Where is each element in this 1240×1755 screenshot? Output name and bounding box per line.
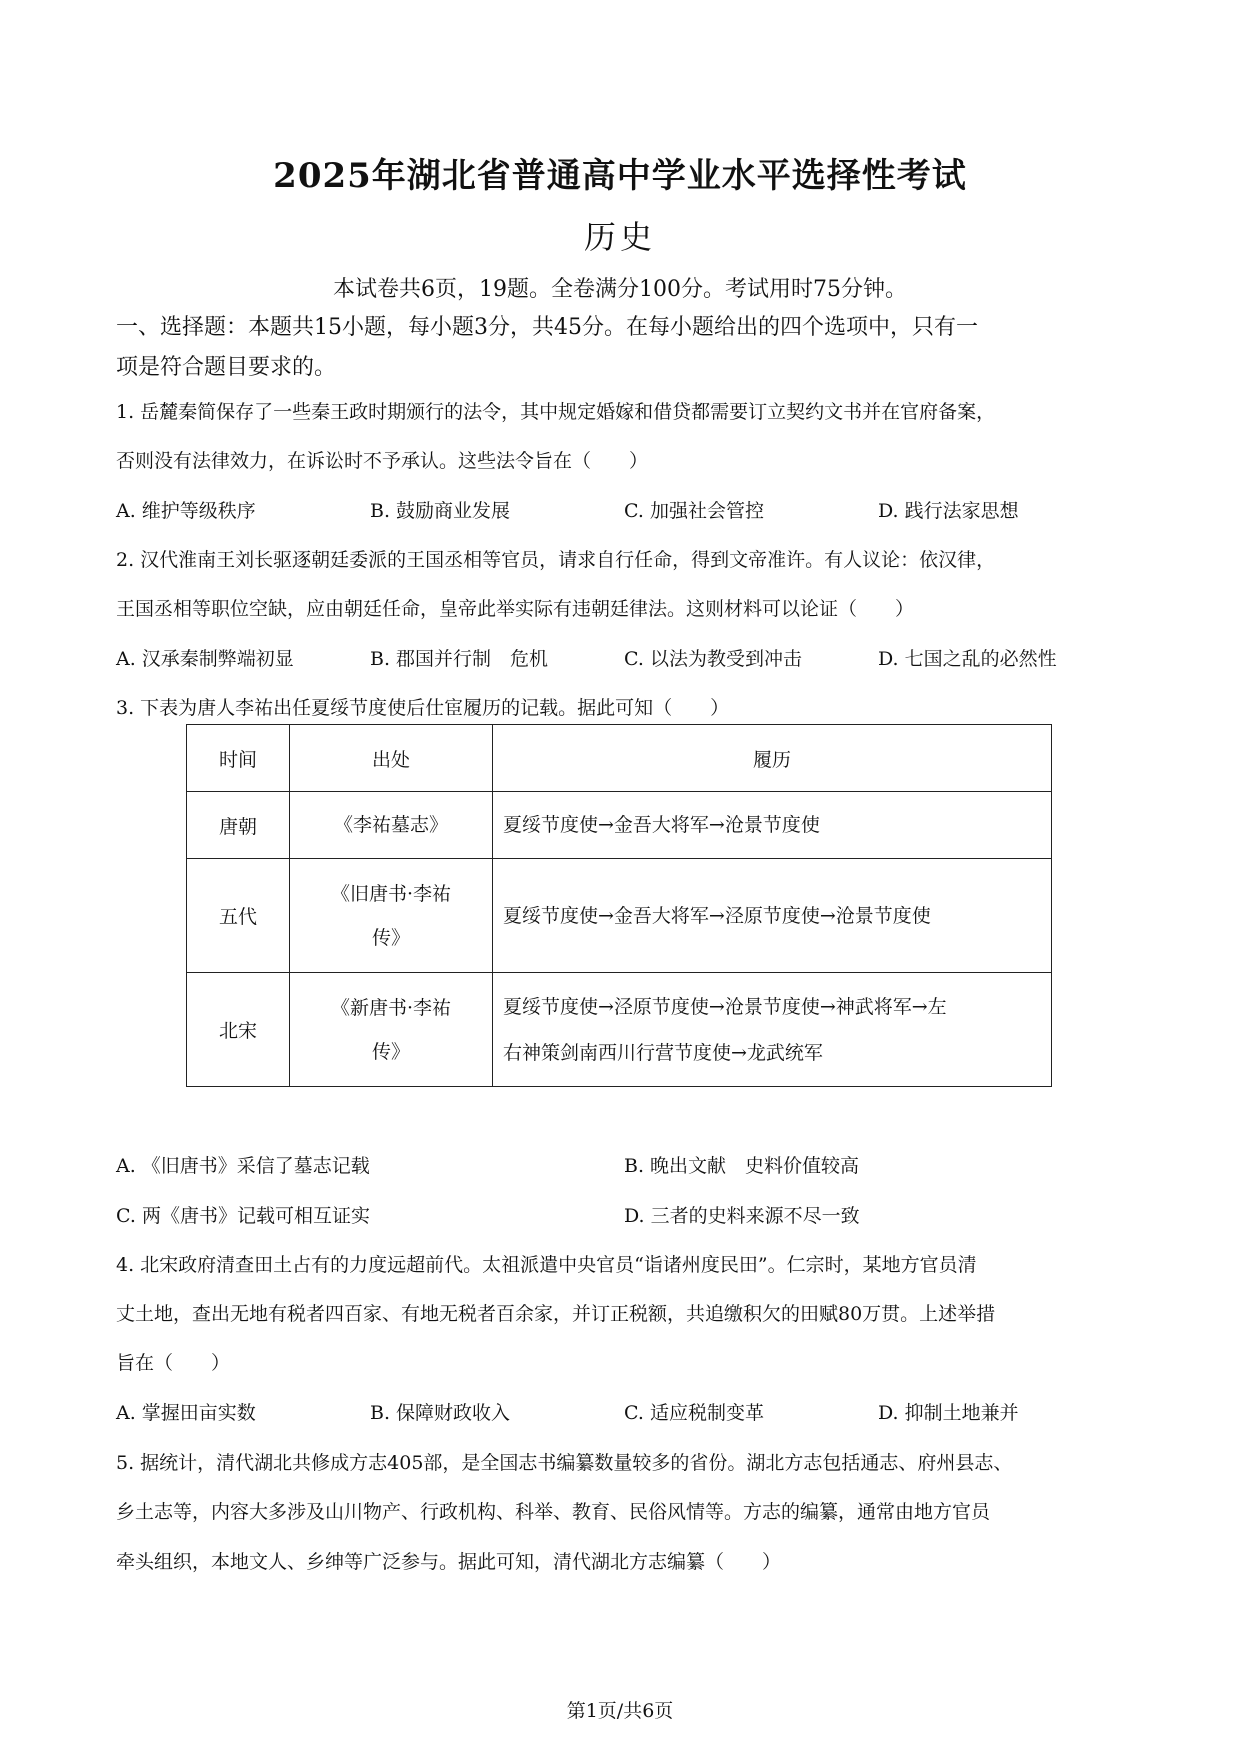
q2-stem-line-1: 2. 汉代淮南王刘长驱逐朝廷委派的王国丞相等官员，请求自行任命，得到文帝准许。有人议论：依汉律，	[116, 549, 996, 571]
q4-stem-line-2: 丈土地，查出无地有税者四百家、有地无税者百余家，并订正税额，共追缴积欠的田赋80万贯。上述举措	[116, 1303, 996, 1325]
career-text: 夏绥节度使→金吾大将军→泾原节度使→沧景节度使	[503, 904, 931, 927]
career-text: 夏绥节度使→泾原节度使→沧景节度使→神武将军→左	[503, 995, 947, 1018]
q1-option-b: B. 鼓励商业发展	[370, 500, 511, 522]
q5-stem-line-2: 乡土志等，内容大多涉及山川物产、行政机构、科举、教育、民俗风情等。方志的编纂，通常由地方官员	[116, 1501, 991, 1523]
q3-stem-line-1: 3. 下表为唐人李祐出任夏绥节度使后仕宦履历的记载。据此可知（ ）	[116, 697, 730, 719]
q4-option-c: C. 适应税制变革	[624, 1402, 764, 1424]
source-text: 《新唐书·李祐	[330, 996, 452, 1019]
q2-option-a: A. 汉承秦制弊端初显	[116, 648, 294, 670]
table-row	[187, 792, 1052, 859]
q2-option-d: D. 七国之乱的必然性	[878, 648, 1057, 670]
q1-stem-line-1: 1. 岳麓秦简保存了一些秦王政时期颁行的法令，其中规定婚嫁和借贷都需要订立契约文书并在官府备案，	[116, 401, 996, 423]
q2-option-b: B. 郡国并行制 危机	[370, 648, 549, 670]
source-text: 传》	[371, 1040, 410, 1063]
row-time: 五代	[187, 859, 290, 973]
header-time: 时间	[187, 725, 290, 792]
source-text: 《旧唐书·李祐	[330, 882, 452, 905]
q4-stem-line-3: 旨在（ ）	[116, 1352, 231, 1374]
section-heading-line-2: 项是符合题目要求的。	[116, 355, 337, 380]
row-source	[290, 792, 493, 859]
row-time: 北宋	[187, 973, 290, 1087]
q3-option-c: C. 两《唐书》记载可相互证实	[116, 1205, 370, 1227]
source-text: 《李祐墓志》	[333, 814, 448, 836]
row-career	[493, 859, 1052, 973]
exam-title: 2025年湖北省普通高中学业水平选择性考试	[273, 156, 967, 196]
q2-stem-line-2: 王国丞相等职位空缺，应由朝廷任命，皇帝此举实际有违朝廷律法。这则材料可以论证（ ）	[116, 598, 915, 620]
q3-option-a: A. 《旧唐书》采信了墓志记载	[116, 1155, 370, 1177]
exam-intro: 本试卷共6页，19题。全卷满分100分。考试用时75分钟。	[333, 277, 907, 302]
table-header-row	[187, 725, 1052, 792]
q3-option-d: D. 三者的史料来源不尽一致	[624, 1205, 860, 1227]
q4-option-d: D. 抑制土地兼并	[878, 1402, 1019, 1424]
q2-option-c: C. 以法为教受到冲击	[624, 648, 802, 670]
q5-stem-line-3: 牵头组织，本地文人、乡绅等广泛参与。据此可知，清代湖北方志编纂（ ）	[116, 1551, 782, 1573]
section-heading-line-1: 一、选择题：本题共15小题，每小题3分，共45分。在每小题给出的四个选项中，只有一	[116, 315, 978, 340]
source-text: 传》	[371, 926, 410, 949]
career-text: 右神策剑南西川行营节度使→龙武统军	[503, 1041, 823, 1064]
row-career	[493, 973, 1052, 1087]
career-table	[186, 724, 1052, 1087]
q1-option-c: C. 加强社会管控	[624, 500, 764, 522]
q3-option-b: B. 晚出文献 史料价值较高	[624, 1155, 860, 1177]
row-source	[290, 859, 493, 973]
row-time: 唐朝	[187, 792, 290, 859]
page-footer: 第1页/共6页	[566, 1700, 674, 1722]
table-row	[187, 973, 1052, 1087]
q4-option-b: B. 保障财政收入	[370, 1402, 511, 1424]
row-career	[493, 792, 1052, 859]
q4-option-a: A. 掌握田亩实数	[116, 1402, 256, 1424]
q1-stem-line-2: 否则没有法律效力，在诉讼时不予承认。这些法令旨在（ ）	[116, 450, 649, 472]
header-source: 出处	[290, 725, 493, 792]
q1-option-a: A. 维护等级秩序	[116, 500, 256, 522]
q5-stem-line-1: 5. 据统计，清代湖北共修成方志405部，是全国志书编纂数量较多的省份。湖北方志包括通志、府州县志、	[116, 1452, 1013, 1474]
subject-title: 历史	[583, 218, 656, 256]
header-career: 履历	[493, 725, 1052, 792]
q1-option-d: D. 践行法家思想	[878, 500, 1019, 522]
table-row	[187, 859, 1052, 973]
career-text: 夏绥节度使→金吾大将军→沧景节度使	[503, 814, 820, 836]
row-source	[290, 973, 493, 1087]
q4-stem-line-1: 4. 北宋政府清查田土占有的力度远超前代。太祖派遣中央官员“诣诸州度民田”。仁宗时，某地方官员清	[116, 1254, 977, 1276]
